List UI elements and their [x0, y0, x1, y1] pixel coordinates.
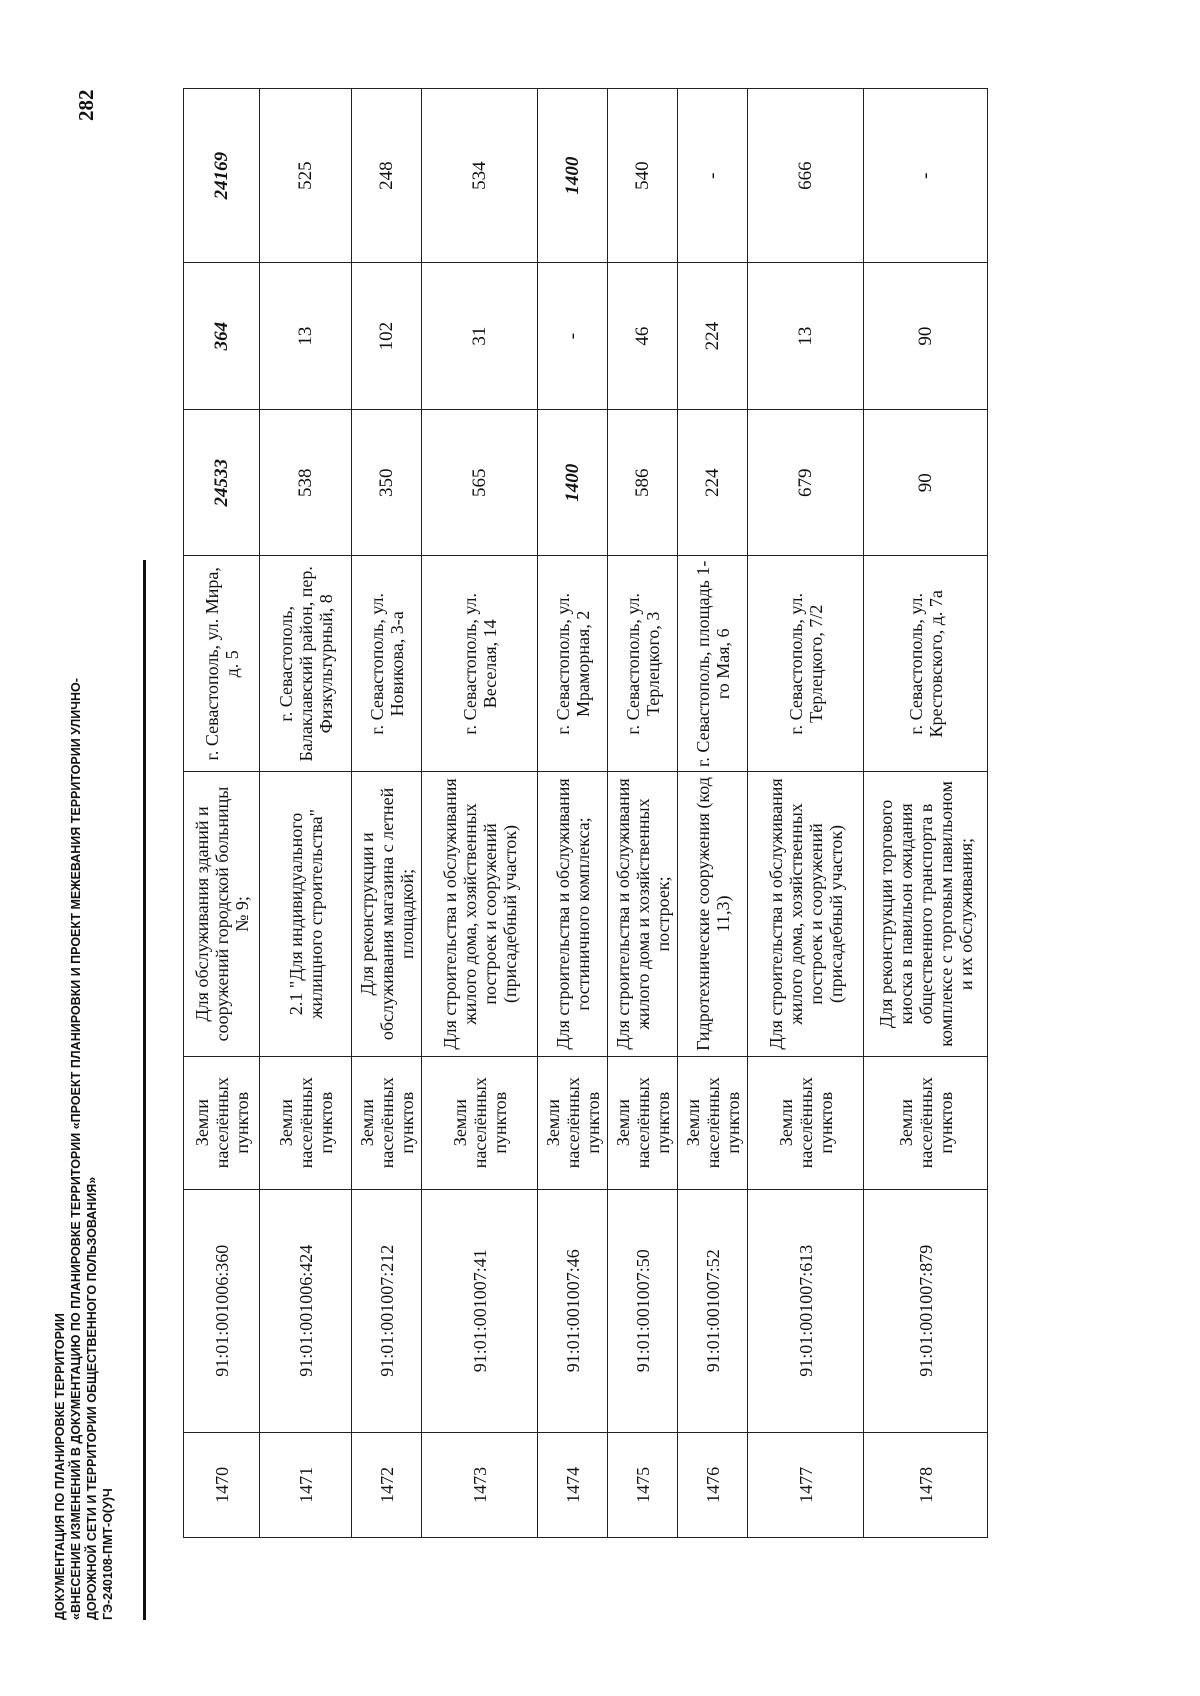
area-withdrawn: 90 — [864, 263, 988, 410]
header-line-2: «ВНЕСЕНИЕ ИЗМЕНЕНИЙ В ДОКУМЕНТАЦИЮ ПО ПЛАНИРОВКЕ ТЕРРИТОРИИ «ПРОЕКТ ПЛАНИРОВКИ И ПРОЕКТ МЕЖЕВАНИЯ ТЕРРИТОРИИ УЛИЧНО- — [69, 678, 83, 1620]
area-remaining: 1400 — [538, 89, 608, 263]
address: г. Севастополь, ул. Мира, д. 5 — [184, 556, 260, 772]
page-number: 282 — [74, 89, 98, 121]
area-total: 1400 — [538, 409, 608, 556]
permitted-use: Для строительства и обслуживания жилого дома и хозяйственных построек; — [608, 772, 678, 1057]
permitted-use: Для строительства и обслуживания жилого дома, хозяйственных построек и сооружений (присадебный участок) — [748, 772, 864, 1057]
cadastral-number: 91:01:001007:879 — [864, 1189, 988, 1432]
area-total: 679 — [748, 409, 864, 556]
area-total: 538 — [260, 409, 352, 556]
header-line-4: ГЭ-240108-ПМТ-О(У)Ч — [101, 1488, 115, 1620]
table-row — [678, 89, 748, 1538]
permitted-use: 2.1 "Для индивидуального жилищного строительства" — [260, 772, 352, 1057]
table-row — [260, 89, 352, 1538]
table-row — [352, 89, 422, 1538]
land-category: Земли населённых пунктов — [748, 1056, 864, 1189]
cadastral-number: 91:01:001007:50 — [608, 1189, 678, 1432]
land-category: Земли населённых пунктов — [678, 1056, 748, 1189]
land-category: Земли населённых пунктов — [864, 1056, 988, 1189]
land-category: Земли населённых пунктов — [422, 1056, 538, 1189]
address: г. Севастополь, Балаклавский район, пер. Физкультурный, 8 — [260, 556, 352, 772]
permitted-use: Для обслуживания зданий и сооружений городской больницы № 9; — [184, 772, 260, 1057]
address: г. Севастополь, ул. Веселая, 14 — [422, 556, 538, 772]
header-divider — [143, 560, 146, 1620]
cadastral-number: 91:01:001007:613 — [748, 1189, 864, 1432]
area-total: 565 — [422, 409, 538, 556]
header-line-3: ДОРОЖНОЙ СЕТИ И ТЕРРИТОРИИ ОБЩЕСТВЕННОГО ПОЛЬЗОВАНИЯ» — [85, 1176, 99, 1620]
table-row — [538, 89, 608, 1538]
row-number: 1470 — [184, 1432, 260, 1537]
area-withdrawn: 102 — [352, 263, 422, 410]
cadastral-number: 91:01:001007:41 — [422, 1189, 538, 1432]
land-category: Земли населённых пунктов — [260, 1056, 352, 1189]
area-remaining: - — [678, 89, 748, 263]
address: г. Севастополь, ул. Терлецкого, 3 — [608, 556, 678, 772]
land-category: Земли населённых пунктов — [608, 1056, 678, 1189]
row-number: 1471 — [260, 1432, 352, 1537]
table-row — [184, 89, 260, 1538]
address: г. Севастополь, ул. Терлецкого, 7/2 — [748, 556, 864, 772]
land-category: Земли населённых пунктов — [184, 1056, 260, 1189]
address: г. Севастополь, площадь 1-го Мая, 6 — [678, 556, 748, 772]
land-category: Земли населённых пунктов — [352, 1056, 422, 1189]
area-withdrawn: 13 — [748, 263, 864, 410]
document-header — [52, 420, 116, 1620]
row-number: 1478 — [864, 1432, 988, 1537]
area-withdrawn: - — [538, 263, 608, 410]
table-row — [608, 89, 678, 1538]
cadastral-number: 91:01:001007:212 — [352, 1189, 422, 1432]
area-remaining: 666 — [748, 89, 864, 263]
area-withdrawn: 46 — [608, 263, 678, 410]
land-category: Земли населённых пунктов — [538, 1056, 608, 1189]
permitted-use: Для реконструкции и обслуживания магазина с летней площадкой; — [352, 772, 422, 1057]
row-number: 1474 — [538, 1432, 608, 1537]
area-total: 224 — [678, 409, 748, 556]
table-row — [422, 89, 538, 1538]
cadastral-number: 91:01:001007:52 — [678, 1189, 748, 1432]
area-remaining: 534 — [422, 89, 538, 263]
area-withdrawn: 31 — [422, 263, 538, 410]
area-total: 24533 — [184, 409, 260, 556]
row-number: 1477 — [748, 1432, 864, 1537]
cadastral-number: 91:01:001006:360 — [184, 1189, 260, 1432]
area-total: 90 — [864, 409, 988, 556]
cadastral-number: 91:01:001006:424 — [260, 1189, 352, 1432]
address: г. Севастополь, ул. Новикова, 3-а — [352, 556, 422, 772]
row-number: 1475 — [608, 1432, 678, 1537]
area-withdrawn: 13 — [260, 263, 352, 410]
cadastral-number: 91:01:001007:46 — [538, 1189, 608, 1432]
header-line-1: ДОКУМЕНТАЦИЯ ПО ПЛАНИРОВКЕ ТЕРРИТОРИИ — [53, 1313, 67, 1620]
table-row — [864, 89, 988, 1538]
land-plots-table — [183, 88, 988, 1538]
row-number: 1476 — [678, 1432, 748, 1537]
area-total: 350 — [352, 409, 422, 556]
address: г. Севастополь, ул. Мраморная, 2 — [538, 556, 608, 772]
area-withdrawn: 364 — [184, 263, 260, 410]
area-withdrawn: 224 — [678, 263, 748, 410]
area-remaining: 24169 — [184, 89, 260, 263]
row-number: 1473 — [422, 1432, 538, 1537]
area-remaining: 248 — [352, 89, 422, 263]
area-total: 586 — [608, 409, 678, 556]
permitted-use: Для строительства и обслуживания жилого дома, хозяйственных построек и сооружений (присадебный участок) — [422, 772, 538, 1057]
permitted-use: Гидротехнические сооружения (код 11,3) — [678, 772, 748, 1057]
row-number: 1472 — [352, 1432, 422, 1537]
permitted-use: Для строительства и обслуживания гостиничного комплекса; — [538, 772, 608, 1057]
address: г. Севастополь, ул. Крестовского, д. 7а — [864, 556, 988, 772]
area-remaining: 525 — [260, 89, 352, 263]
area-remaining: 540 — [608, 89, 678, 263]
table-row — [748, 89, 864, 1538]
permitted-use: Для реконструкции торгового киоска в павильон ожидания общественного транспорта в комплексе с торговым павильоном и их обслуживания; — [864, 772, 988, 1057]
area-remaining: - — [864, 89, 988, 263]
